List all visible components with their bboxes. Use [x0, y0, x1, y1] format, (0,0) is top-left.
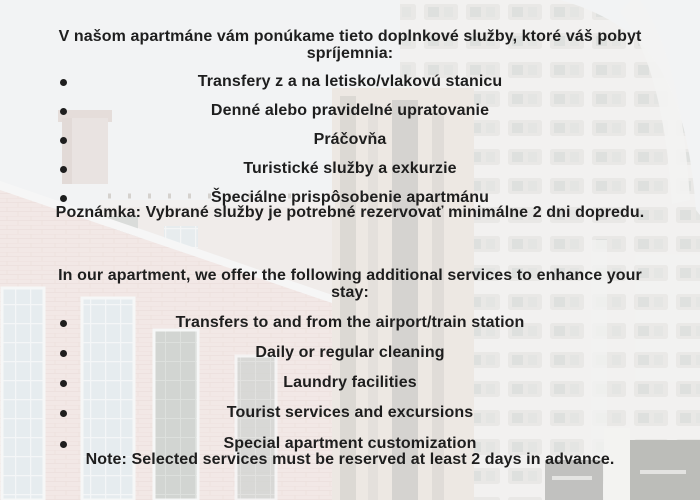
sk-heading: [30, 28, 670, 62]
bullet-icon: [60, 320, 67, 327]
list-item-label: Laundry facilities: [283, 374, 417, 391]
en-note: [30, 451, 670, 468]
list-item: [30, 160, 670, 177]
list-item-label: Transfery z a na letisko/vlakovú stanicu: [197, 73, 503, 90]
sk-note: [30, 204, 670, 221]
sk-note-text: Poznámka: Vybrané služby je potrebné rezervovať minimálne 2 dni dopredu.: [55, 204, 645, 221]
list-item: [30, 404, 670, 421]
list-item-label: Transfers to and from the airport/train station: [175, 314, 525, 331]
list-item: [30, 374, 670, 391]
sk-heading-text: V našom apartmáne vám ponúkame tieto doplnkové služby, ktoré váš pobyt spríjemnia:: [58, 28, 642, 62]
list-item: [30, 131, 670, 148]
list-item-label: Denné alebo pravidelné upratovanie: [210, 102, 490, 119]
bullet-icon: [60, 108, 67, 115]
list-item-label: Special apartment customization: [223, 435, 477, 452]
list-item: [30, 73, 670, 90]
bullet-icon: [60, 195, 67, 202]
en-note-text: Note: Selected services must be reserved at least 2 days in advance.: [85, 451, 615, 468]
bullet-icon: [60, 79, 67, 86]
bullet-icon: [60, 441, 67, 448]
list-item: [30, 102, 670, 119]
list-item: [30, 435, 670, 452]
list-item-label: Práčovňa: [313, 131, 387, 148]
list-item-label: Špeciálne prispôsobenie apartmánu: [210, 189, 490, 206]
list-item-label: Tourist services and excursions: [226, 404, 474, 421]
list-item-label: Daily or regular cleaning: [255, 344, 445, 361]
bullet-icon: [60, 137, 67, 144]
list-item: [30, 344, 670, 361]
bullet-icon: [60, 380, 67, 387]
bullet-icon: [60, 410, 67, 417]
list-item-label: Turistické služby a exkurzie: [243, 160, 457, 177]
en-heading: [30, 267, 670, 301]
bullet-icon: [60, 166, 67, 173]
bullet-icon: [60, 350, 67, 357]
list-item: [30, 314, 670, 331]
en-heading-text: In our apartment, we offer the following additional services to enhance your stay:: [58, 267, 642, 301]
